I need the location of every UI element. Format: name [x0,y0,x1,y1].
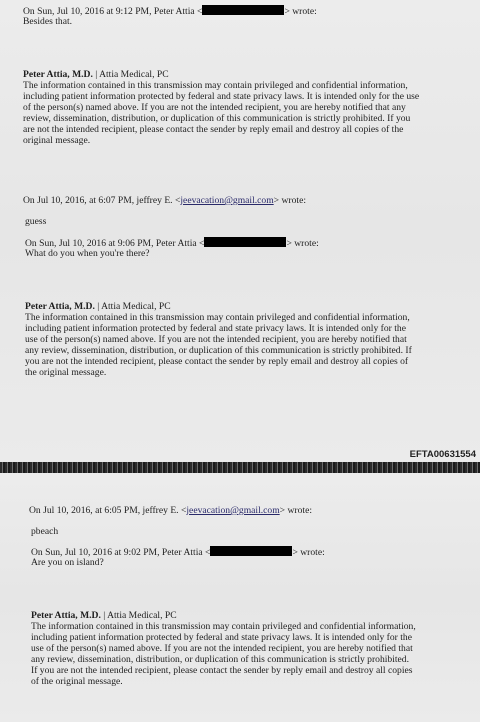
signature-name: Peter Attia, M.D. [31,610,101,621]
notice-line: are not the intended recipient, please contact the sender by reply email and destroy all copies of the [23,124,404,135]
confidentiality-notice [31,621,416,687]
page-divider [0,462,480,473]
signature-org: | Attia Medical, PC [103,610,177,621]
signature-header [31,610,177,621]
notice-line: The information contained in this transmission may contain privileged and confidential information, [23,80,408,91]
reply-text: guess [25,216,47,227]
notice-line: of the person(s) named above. If you are not the intended recipient, you are hereby notified that any [23,102,406,113]
quoted-header [29,505,312,516]
notice-line: any review, dissemination, distribution, or duplication of this communication is strictly prohibited. If [25,345,412,356]
reply-text: What do you when you're there? [25,248,150,259]
email-link[interactable]: jeevacation@gmail.com [186,505,280,516]
signature-name: Peter Attia, M.D. [25,301,95,312]
header-suffix: > wrote: [292,547,325,558]
document-stamp: EFTA00631554 [409,449,476,460]
redaction-bar [202,5,284,15]
notice-line: including patient information protected by federal and state privacy laws. It is intended only for the [25,323,406,334]
notice-line: including patient information protected by federal and state privacy laws. It is intended only for the [31,632,412,643]
redaction-bar [204,237,286,247]
notice-line: review, dissemination, distribution, or duplication of this communication is strictly prohibited. If you [23,113,411,124]
header-suffix: > wrote: [284,6,317,17]
notice-line: original message. [23,135,91,146]
notice-line: any review, dissemination, distribution, or duplication of this communication is strictly prohibited. [31,654,410,665]
reply-text: Are you on island? [31,557,104,568]
header-suffix: > wrote: [286,238,319,249]
signature-header [25,301,171,312]
notice-line: of the original message. [31,676,123,687]
notice-line: use of the person(s) named above. If you are not the intended recipient, you are hereby notified that [31,643,413,654]
reply-text: pbeach [31,526,59,537]
quoted-header [23,195,306,206]
header-text: On Sun, Jul 10, 2016 at 9:06 PM, Peter Attia < [25,238,205,249]
header-text: On Jul 10, 2016, at 6:05 PM, jeffrey E. < [29,505,187,516]
redaction-bar [210,546,292,556]
header-suffix: > wrote: [279,505,312,516]
header-suffix: > wrote: [273,195,306,206]
header-text: On Sun, Jul 10, 2016 at 9:12 PM, Peter Attia < [23,6,203,17]
notice-line: The information contained in this transmission may contain privileged and confidential information, [31,621,416,632]
signature-org: | Attia Medical, PC [97,301,171,312]
notice-line: use of the person(s) named above. If you are not the intended recipient, you are hereby notified that [25,334,407,345]
reply-text: Besides that. [23,16,73,27]
document-page-2 [0,473,480,722]
notice-line: The information contained in this transmission may contain privileged and confidential information, [25,312,410,323]
confidentiality-notice [25,312,412,378]
confidentiality-notice [23,80,419,146]
email-link[interactable]: jeevacation@gmail.com [180,195,274,206]
signature-org: | Attia Medical, PC [95,69,169,80]
signature-header [23,69,169,80]
notice-line: you are not the intended recipient, please contact the sender by reply email and destroy all copies of [25,356,409,367]
notice-line: the original message. [25,367,107,378]
header-text: On Jul 10, 2016, at 6:07 PM, jeffrey E. < [23,195,181,206]
notice-line: If you are not the intended recipient, please contact the sender by reply email and destroy all copies [31,665,413,676]
header-text: On Sun, Jul 10, 2016 at 9:02 PM, Peter Attia < [31,547,211,558]
notice-line: including patient information protected by federal and state privacy laws. It is intended only for the use [23,91,420,102]
signature-name: Peter Attia, M.D. [23,69,93,80]
